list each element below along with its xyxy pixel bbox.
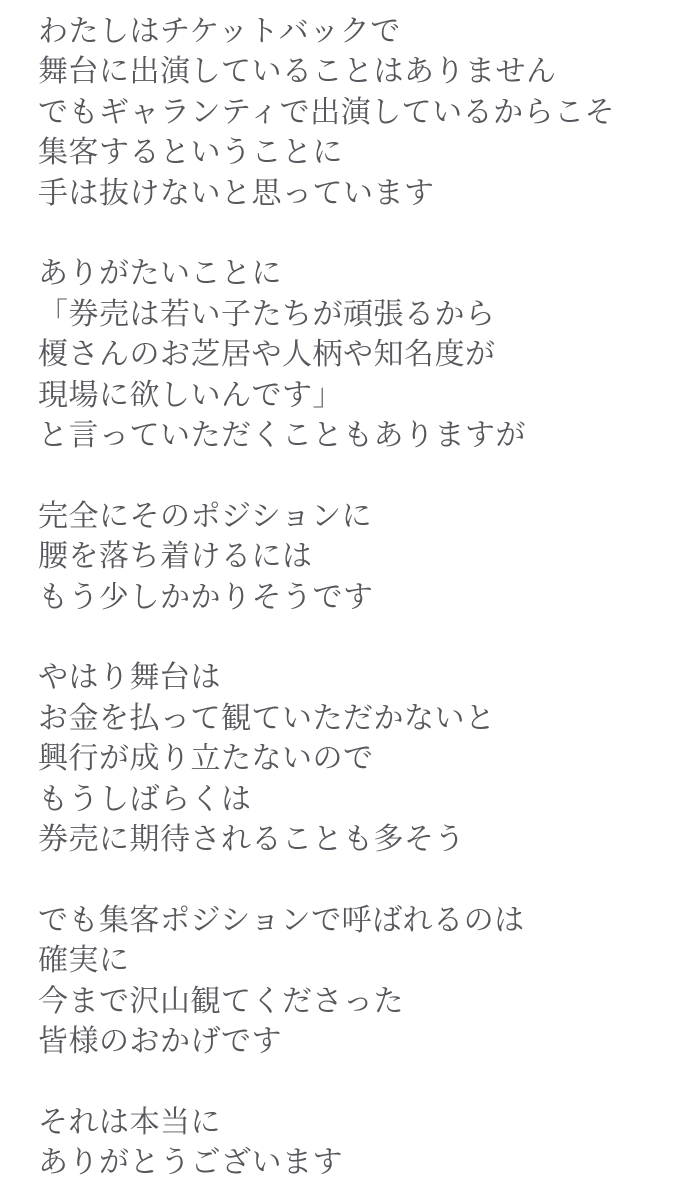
paragraph	[38, 658, 670, 860]
text-line: 現場に欲しいんです」	[38, 378, 343, 412]
text-line: と言っていただくこともありますが	[38, 419, 526, 453]
paragraph	[38, 254, 670, 456]
text-line: お金を払って観ていただかないと	[38, 701, 496, 735]
paragraph	[38, 901, 670, 1063]
text-line: もう少しかかりそうです	[38, 580, 374, 614]
text-line: わたしはチケットバックで	[38, 15, 401, 48]
text-line: 今まで沢山観てくださった	[38, 984, 404, 1018]
text-line: 腰を落ち着けるには	[38, 540, 313, 574]
text-line: でも集客ポジションで呼ばれるのは	[38, 903, 525, 937]
text-line: 皆様のおかげです	[38, 1025, 282, 1059]
text-line: 券売に期待されることも多そう	[38, 823, 465, 857]
text-line: やはり舞台は	[38, 661, 221, 695]
text-line: 興行が成り立たないので	[38, 742, 374, 776]
text-line: 完全にそのポジションに	[38, 499, 373, 533]
text-line: 手は抜けないと思っています	[38, 176, 435, 210]
paragraph	[38, 1103, 670, 1184]
text-line: 「券売は若い子たちが頑張るから	[38, 297, 496, 331]
text-line: 集客するということに	[38, 136, 343, 170]
text-line: もうしばらくは	[38, 782, 252, 816]
text-line: ありがたいことに	[38, 257, 282, 291]
paragraph	[38, 12, 670, 214]
text-line: 榎さんのお芝居や人柄や知名度が	[38, 338, 496, 372]
text-line: でもギャランティで出演しているからこそ	[38, 95, 616, 129]
paragraph	[38, 497, 670, 618]
text-line: 舞台に出演していることはありません	[38, 55, 557, 89]
text-line: ありがとうございます	[38, 1146, 343, 1180]
text-line: それは本当に	[38, 1105, 221, 1139]
text-line: 確実に	[38, 944, 130, 978]
